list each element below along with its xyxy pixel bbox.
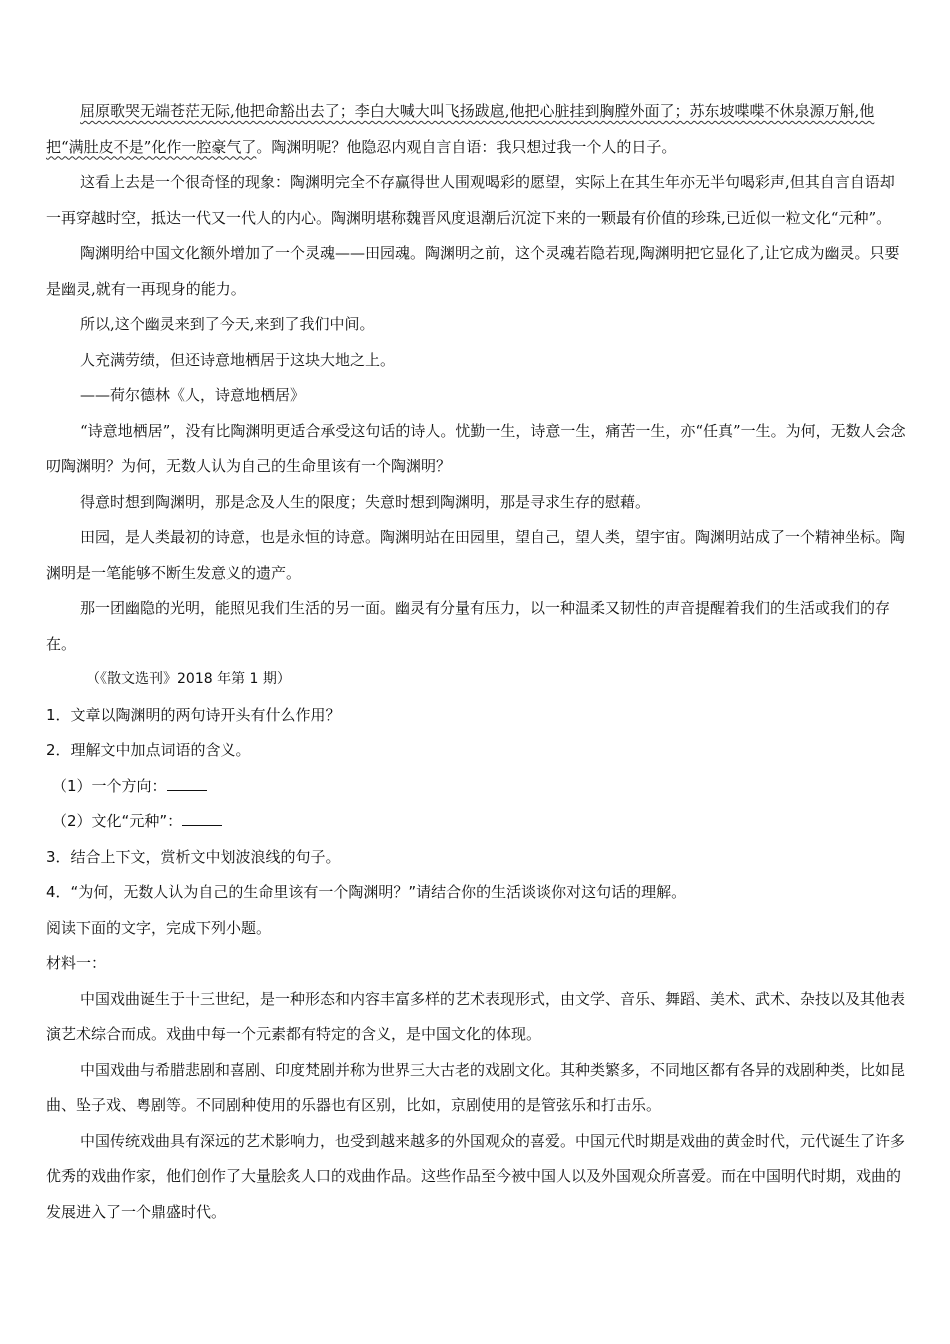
- paragraph-10: 那一团幽隐的光明，能照见我们生活的另一面。幽灵有分量有压力，以一种温柔又韧性的声音提醒着我们的生活或我们的存在。: [46, 599, 891, 653]
- material-label: 材料一：: [46, 954, 107, 972]
- question-3: 3．结合上下文，赏析文中划波浪线的句子。: [46, 847, 341, 866]
- paragraph-7: “诗意地栖居”，没有比陶渊明更适合承受这句话的诗人。忧勤一生，诗意一生，痛苦一生，亦“任真”一生。为何，无数人会念叨陶渊明？为何，无数人认为自己的生命里该有一个陶渊明？: [46, 421, 906, 475]
- paragraph-1-rest: 。陶渊明呢？他隐忍内观自言自语：我只想过我一个人的日子。: [256, 137, 677, 156]
- material-paragraph-2: 中国戏曲与希腊悲剧和喜剧、印度梵剧并称为世界三大古老的戏剧文化。其种类繁多，不同地区都有各异的戏剧种类，比如昆曲、坠子戏、粤剧等。不同剧种使用的乐器也有区别，比如，京剧使用的是管弦乐和打击乐。: [46, 1060, 906, 1114]
- poem-attribution: ——荷尔德林《人，诗意地栖居》: [80, 386, 306, 404]
- question-2-part-1: [46, 769, 908, 805]
- poem-quote: 人充满劳绩，但还诗意地栖居于这块大地之上。: [80, 350, 396, 369]
- paragraph-9: 田园，是人类最初的诗意，也是永恒的诗意。陶渊明站在田园里，望自己，望人类，望宇宙。陶渊明站成了一个精神坐标。陶渊明是一笔能够不断生发意义的遗产。: [46, 528, 906, 582]
- question-1: 1．文章以陶渊明的两句诗开头有什么作用？: [46, 705, 341, 724]
- wavy-underlined-sentence: 屈原歌哭无端苍茫无际,他把命豁出去了；李白大喊大叫飞扬跋扈,他把心脏挂到胸膛外面了；苏东坡喋喋不休泉源万斛,他把“满肚皮不是”化作一腔豪气了: [46, 102, 875, 156]
- question-2: 2．理解文中加点词语的含义。: [46, 741, 251, 759]
- question-2-part-2: [46, 804, 908, 840]
- paragraph-2: 这看上去是一个很奇怪的现象：陶渊明完全不存赢得世人围观喝彩的愿望，实际上在其生年亦无半句喝彩声,但其自言自语却一再穿越时空，抵达一代又一代人的内心。陶渊明堪称魏晋风度退潮后沉淀下来的一颗最有价值的珍珠,已近似一粒文化“元种”。: [46, 173, 895, 227]
- text-column: [46, 94, 908, 1230]
- article-source: （《散文选刊》2018 年第 1 期）: [86, 671, 291, 687]
- answer-blank-1: [167, 776, 207, 791]
- question-2-part-2-label: （2）文化“元种”：: [52, 812, 183, 830]
- reading-instruction: 阅读下面的文字，完成下列小题。: [46, 918, 272, 937]
- material-paragraph-3: 中国传统戏曲具有深远的艺术影响力，也受到越来越多的外国观众的喜爱。中国元代时期是戏曲的黄金时代，元代诞生了许多优秀的戏曲作家，他们创作了大量脍炙人口的戏曲作品。这些作品至今被中国人以及外国观众所喜爱。而在中国明代时期，戏曲的发展进入了一个鼎盛时代。: [46, 1131, 906, 1221]
- material-paragraph-1: 中国戏曲诞生于十三世纪，是一种形态和内容丰富多样的艺术表现形式，由文学、音乐、舞蹈、美术、武术、杂技以及其他表演艺术综合而成。戏曲中每一个元素都有特定的含义，是中国文化的体现。: [46, 989, 906, 1043]
- paragraph-1: [46, 94, 908, 165]
- paragraph-4: 所以,这个幽灵来到了今天,来到了我们中间。: [80, 315, 375, 333]
- question-2-part-1-label: （1）一个方向：: [52, 776, 167, 795]
- answer-blank-2: [182, 811, 222, 826]
- paragraph-8: 得意时想到陶渊明，那是念及人生的限度；失意时想到陶渊明，那是寻求生存的慰藉。: [80, 492, 651, 511]
- question-4: 4．“为何，无数人认为自己的生命里该有一个陶渊明？”请结合你的生活谈谈你对这句话的理解。: [46, 883, 687, 901]
- paragraph-3: 陶渊明给中国文化额外增加了一个灵魂——田园魂。陶渊明之前，这个灵魂若隐若现,陶渊明把它显化了,让它成为幽灵。只要是幽灵,就有一再现身的能力。: [46, 244, 900, 298]
